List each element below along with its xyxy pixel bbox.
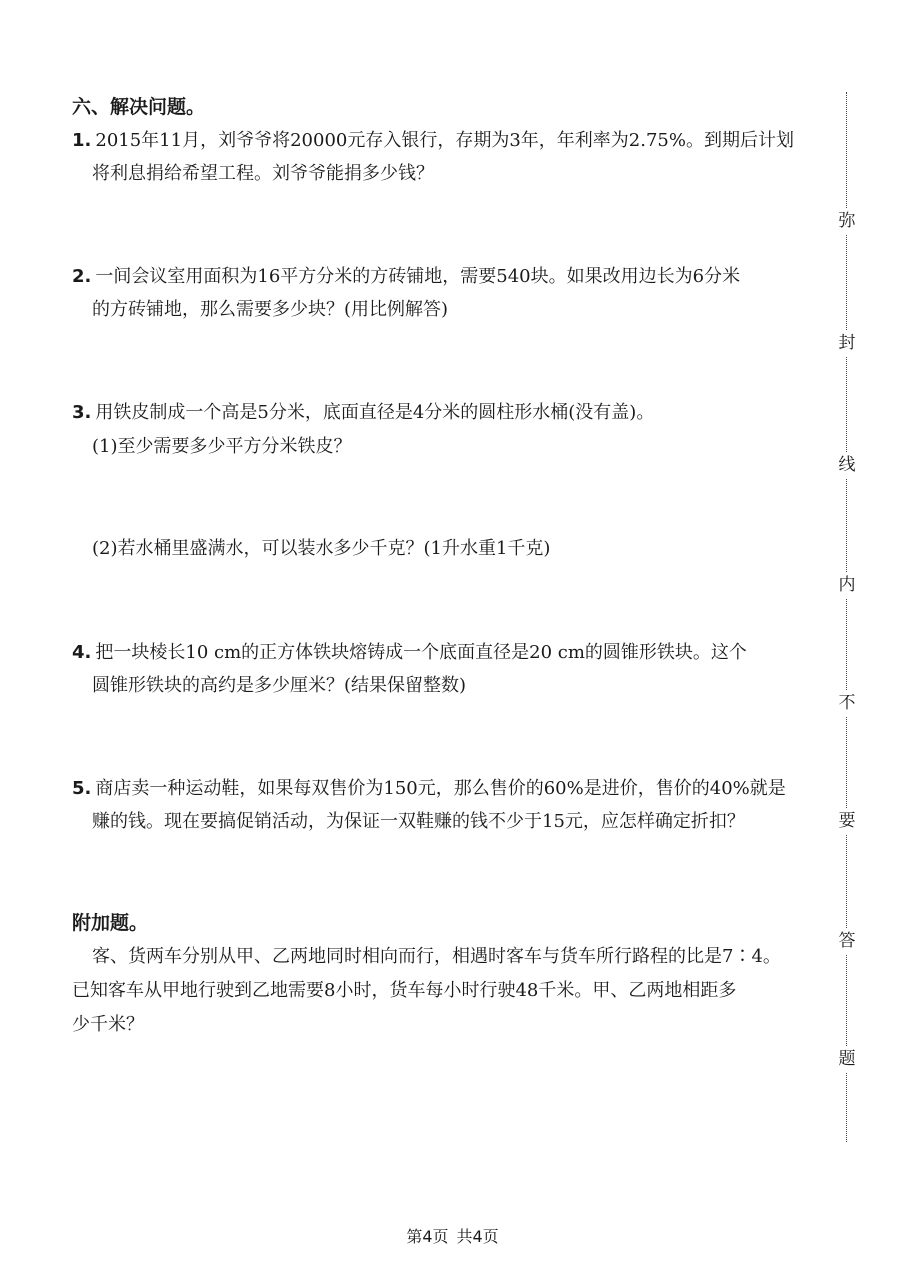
question-text-cont: 将利息捐给希望工程。刘爷爷能捐多少钱？ — [92, 163, 434, 184]
question-text: 商店卖一种运动鞋，如果每双售价为150元，那么售价的60%是进价，售价的40%就是 — [95, 778, 786, 799]
page-footer — [0, 1224, 905, 1247]
seal-char: 弥 — [836, 208, 858, 234]
bonus-title: 附加题。 — [72, 912, 149, 934]
question-2 — [72, 260, 812, 326]
question-1 — [72, 124, 812, 190]
seal-char: 题 — [836, 1046, 858, 1072]
question-3 — [72, 396, 812, 429]
question-4 — [72, 636, 812, 702]
question-3-part-1: (1)至少需要多少平方分米铁皮？ — [92, 436, 352, 457]
question-3-part-2: (2)若水桶里盛满水，可以装水多少千克？(1升水重1千克) — [92, 538, 551, 559]
question-text-cont: 的方砖铺地，那么需要多少块？(用比例解答) — [92, 299, 449, 320]
seal-char: 答 — [836, 928, 858, 954]
bonus-text-line: 已知客车从甲地行驶到乙地需要8小时，货车每小时行驶48千米。甲、乙两地相距多 — [72, 980, 737, 1001]
bonus-text-line: 客、货两车分别从甲、乙两地同时相向而行，相遇时客车与货车所行路程的比是7∶4。 — [92, 946, 781, 967]
seal-char: 封 — [836, 330, 858, 356]
question-text: 一间会议室用面积为16平方分米的方砖铺地，需要540块。如果改用边长为6分米 — [95, 266, 741, 287]
seal-char: 不 — [836, 690, 858, 716]
question-text-cont: 圆锥形铁块的高约是多少厘米？(结果保留整数) — [92, 675, 467, 696]
seal-char: 线 — [836, 452, 858, 478]
section-title: 六、解决问题。 — [72, 96, 206, 118]
question-text: 2015年11月，刘爷爷将20000元存入银行，存期为3年，年利率为2.75%。到期后计划 — [95, 130, 794, 151]
seal-dotted-line — [846, 92, 847, 1142]
question-number: 1. — [72, 130, 92, 151]
question-number: 4. — [72, 642, 92, 663]
question-5 — [72, 772, 812, 838]
page-total: 共4页 — [456, 1227, 499, 1246]
bonus-text-line: 少千米？ — [72, 1014, 144, 1035]
seal-char: 要 — [836, 808, 858, 834]
bonus-question — [72, 940, 816, 1042]
page-number: 第4页 — [406, 1227, 449, 1246]
seal-char: 内 — [836, 572, 858, 598]
question-number: 5. — [72, 778, 92, 799]
question-text: 把一块棱长10 cm的正方体铁块熔铸成一个底面直径是20 cm的圆锥形铁块。这个 — [95, 642, 747, 663]
question-text-cont: 赚的钱。现在要搞促销活动，为保证一双鞋赚的钱不少于15元，应怎样确定折扣？ — [92, 811, 745, 832]
question-number: 3. — [72, 402, 92, 423]
question-text: 用铁皮制成一个高是5分米，底面直径是4分米的圆柱形水桶(没有盖)。 — [95, 402, 655, 423]
question-number: 2. — [72, 266, 92, 287]
